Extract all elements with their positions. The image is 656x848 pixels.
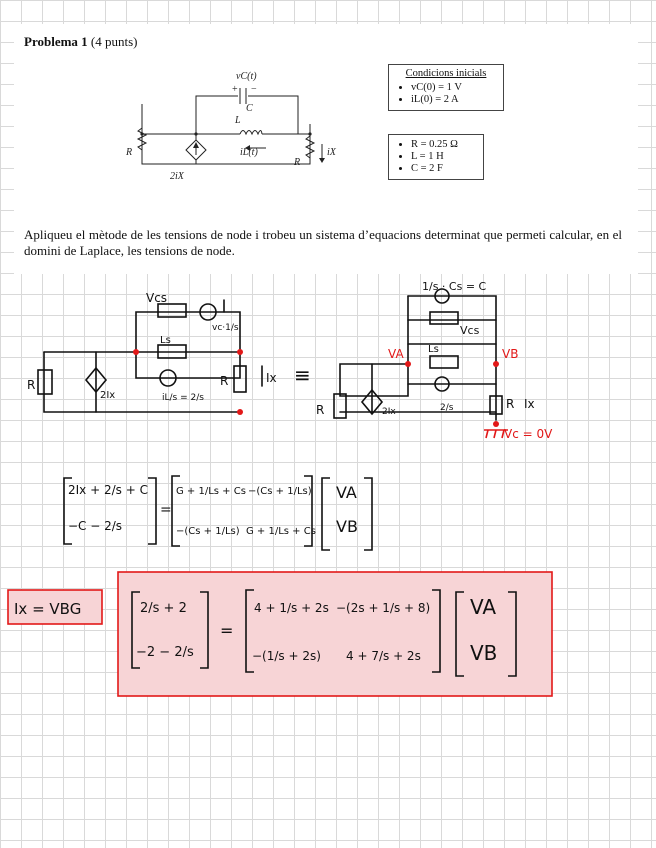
label-l: L [235,115,241,126]
m2-lhs-0: 2/s + 2 [140,601,187,616]
hw-r-right-2: R [506,397,515,411]
m1-m01: −(Cs + 1/Ls) [248,486,312,497]
m1-m11: G + 1/Ls + Cs [246,526,316,537]
hw-ls: Ls [160,335,171,346]
hw-il-source: iL/s = 2/s [162,393,204,403]
hw-vc-source: vc·1/s [212,323,239,333]
initial-condition-item: • iL(0) = 2 A [411,94,495,105]
r-left-box-2 [334,394,346,418]
m2-var-1: VB [470,641,498,665]
hw-r-left-2: R [316,403,325,417]
m2-m10: −(1/s + 2s) [252,649,321,663]
parameter-item: • R = 0.25 Ω [411,139,475,150]
hw-ground-label: Vc = 0V [504,427,553,441]
hw-ix-2: Ix [524,397,535,411]
label-source: 2iX [170,171,184,182]
problem-points: (4 punts) [90,34,138,49]
m1-var-1: VB [336,517,358,536]
hw-ix-eq: Ix = VBG [14,600,82,618]
m1-m10: −(Cs + 1/Ls) [176,526,240,537]
hw-vcs: Vcs [146,291,168,305]
m2-lhs-1: −2 − 2/s [136,645,194,660]
hw-source: 2Ix [100,390,116,401]
m2-m00: 4 + 1/s + 2s [254,601,329,615]
label-plus: + [232,84,238,95]
left-circuit [38,300,262,412]
ls-box-2 [430,356,458,368]
label-r-right: R [294,157,301,168]
label-c: C [246,103,253,114]
m2-m11: 4 + 7/s + 2s [346,649,421,663]
problem-statement: Apliqueu el mètode de les tensions de node i trobeu un sistema d’equacions determinat que permeti calcular, en el domini de Laplace, les tensions de node. [24,227,622,258]
hw-top-note: 1/s · Cs = C [422,280,487,293]
m1-equals: = [160,502,172,518]
hw-src-val: 2/s [440,403,454,413]
m2-m01: −(2s + 1/s + 8) [336,601,431,615]
m2-var-0: VA [470,595,497,619]
m1-m00: G + 1/Ls + Cs [176,486,246,497]
hw-vb: VB [502,347,519,361]
hw-r-right: R [220,374,229,388]
parameter-item: • L = 1 H [411,151,475,162]
hw-ls-2: Ls [428,344,439,355]
label-ix: iX [327,147,336,158]
vcs-box [158,304,186,317]
cs-box [430,312,458,324]
right-circuit [334,289,502,420]
hw-ix: Ix [266,371,277,385]
initial-conditions-heading: Condicions inicials [405,68,487,79]
m1-lhs-1: −C − 2/s [68,519,123,533]
m1-lhs-0: 2Ix + 2/s + C [68,483,148,497]
problem-number: Problema 1 [24,34,88,49]
hw-r-left: R [27,378,36,392]
hw-va: VA [388,347,404,361]
hw-equiv: ≡ [294,363,311,387]
label-r-left: R [126,147,133,158]
m1-var-0: VA [336,483,357,502]
parameter-item: • C = 2 F [411,163,475,174]
matrix2-box [118,572,552,696]
label-minus: − [251,84,257,95]
initial-condition-item: • vC(0) = 1 V [411,82,495,93]
m2-equals: = [220,621,234,640]
label-vc: vC(t) [236,71,257,82]
label-il: iL(t) [240,147,258,158]
hw-source-2: 2Ix [382,407,396,417]
hw-vcs-2: Vcs [460,324,480,337]
r-left-box [38,370,52,394]
